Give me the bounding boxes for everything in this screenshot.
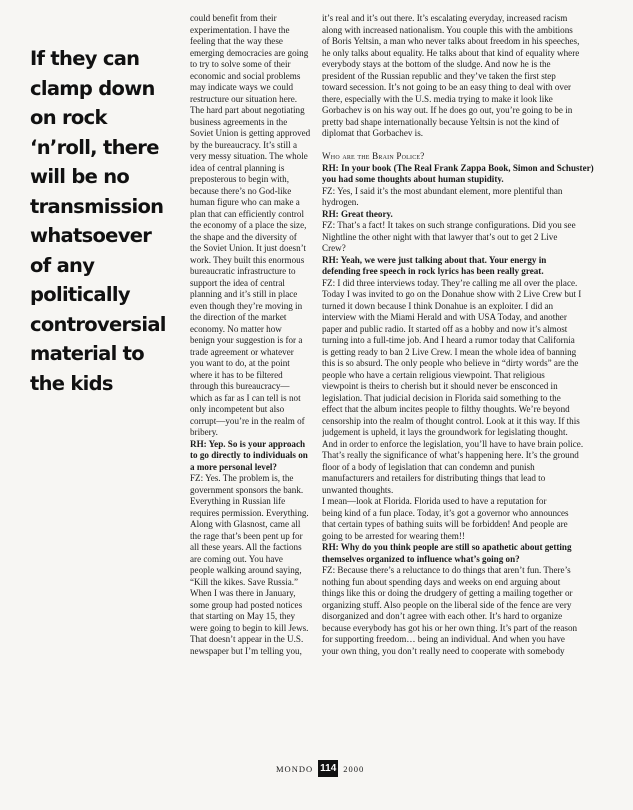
article-text-line: are coming out. You have: [190, 553, 283, 564]
article-text-line: The hard part about negotiating: [190, 105, 305, 115]
footer-year: 2000: [343, 763, 365, 774]
article-text-line: Everything in Russian life: [190, 496, 286, 506]
article-text-line: restructure our situation here.: [190, 93, 298, 104]
article-text-line: some group had posted notices: [190, 599, 303, 610]
article-text-line: president of the Russian republic and they’ve taken the first step: [322, 70, 556, 81]
article-text-line: manufacturers and retailers for distributing things that lead to: [322, 473, 546, 483]
pull-quote-line: the kids: [30, 371, 113, 395]
article-text-line: people walking around saying,: [190, 565, 302, 575]
article-text-line: idea of central planning is: [190, 162, 285, 173]
page-footer: [276, 760, 364, 777]
article-text-line: When I was there in January,: [190, 588, 296, 598]
article-text-line: going to be arrested for wearing them!!: [322, 530, 465, 541]
page-number: 114: [318, 760, 338, 777]
article-text-line: effect that the album incites people to filthy thoughts. We’re beyond: [322, 404, 570, 414]
article-text-line: economic and social problems: [190, 70, 301, 81]
article-text-line: that certain types of bathing suits will be forbidden! And people are: [322, 519, 568, 529]
article-text-line: pretty bad shape internationally because Yeltsin is not the kind of: [322, 116, 560, 127]
article-text-line: judgement is upheld, it lays the groundwork for legislating thought.: [322, 427, 568, 437]
article-text-line: the economy of a place the size,: [190, 220, 307, 230]
article-text-line: Gorbachev is on his way out. If he does go out, you’re going to be in: [322, 105, 573, 115]
article-text-line: corrupt—you’re in the realm of: [190, 415, 305, 426]
article-text-line: FZ: That’s a fact! It takes on such strange configurations. Did you see: [322, 220, 576, 230]
article-text-line: support the idea of central: [190, 277, 285, 288]
interviewer-question-line: RH: In your book (The Real Frank Zappa Book, Simon and Schuster): [322, 162, 594, 173]
article-text-line: to try to solve some of their: [190, 59, 291, 69]
pull-quote-line: transmission: [30, 194, 164, 218]
article-text-line: Along with Glasnost, came all: [190, 519, 301, 529]
interviewer-question-line: RH: Why do you think people are still so apathetic about getting: [322, 542, 572, 552]
article-text-line: plan that can efficiently control: [190, 208, 304, 219]
article-text-line: work. They built this enormous: [190, 254, 305, 265]
interviewer-question-line: a more personal level?: [190, 461, 277, 472]
article-text-line: the rage that’s been pent up for: [190, 530, 303, 541]
article-text-line: Nightline the other night with that lawyer that’s out to get 2 Live: [322, 231, 558, 242]
footer-magazine-name: MONDO: [276, 763, 314, 774]
article-text-line: censorship into the realm of thought control. Look at it this way. If this: [322, 415, 580, 426]
article-text-line: That’s really the significance of what’s happening here. It’s the ground: [322, 450, 579, 460]
interviewer-question-line: themselves organized to influence what’s going on?: [322, 553, 520, 564]
article-text-line: FZ: I did three interviews today. They’re calling me all over the place.: [322, 277, 578, 288]
article-text-line: FZ: Because there’s a reluctance to do things that aren’t fun. There’s: [322, 565, 571, 575]
article-text-line: this is so absurd. The only people who believe in “dirty words” are the: [322, 358, 579, 368]
article-text-line: Soviet Union is getting approved: [190, 128, 311, 138]
pull-quote: [30, 44, 186, 398]
pull-quote-line: politically: [30, 283, 130, 306]
article-text-line: paper and public radio. It started off as a hobby and now it’s almost: [322, 323, 568, 334]
article-text-line: Today I was invited to go on the Donahue show with 2 Live Crew but I: [322, 289, 582, 299]
article-text-line: business agreements in the: [190, 116, 288, 127]
section-heading: Who are the Brain Police?: [322, 151, 425, 161]
paragraph-gap: [322, 140, 618, 152]
article-column-right: [322, 13, 618, 657]
article-text-line: where it has to be filtered: [190, 369, 283, 380]
article-text-line: is getting ready to ban 2 Live Crew. I mean the whole idea of banning: [322, 346, 577, 357]
article-text-line: everybody stays at the bottom of the sludge. And now he is the: [322, 59, 551, 69]
article-text-line: because there’s no God-like: [190, 185, 292, 196]
pull-quote-line: whatsoever: [30, 224, 152, 247]
article-text-line: And in order to enforce the legislation, you’ll have to have brain police.: [322, 438, 584, 449]
article-text-line: experimentation. I have the: [190, 24, 290, 35]
interviewer-question-line: defending free speech in rock lyrics has been really great.: [322, 266, 544, 276]
article-text-line: That doesn’t appear in the U.S.: [190, 634, 304, 644]
article-text-line: feeling that the way these: [190, 36, 283, 46]
article-text-line: all these years. All the factions: [190, 542, 302, 552]
article-text-line: “Kill the kikes. Save Russia.”: [190, 576, 299, 587]
article-text-line: benign your suggestion is for a: [190, 335, 303, 345]
article-text-line: even though they’re moving in: [190, 300, 303, 311]
interviewer-question-line: to go directly to individuals on: [190, 450, 308, 460]
pull-quote-line: material to: [30, 342, 144, 365]
article-text-line: emerging democracies are going: [190, 47, 309, 58]
article-text-line: may indicate ways we could: [190, 82, 294, 92]
interviewer-question-line: you had some thoughts about human stupidity.: [322, 174, 504, 184]
article-text-line: could benefit from their: [190, 13, 277, 23]
pull-quote-line: of any: [30, 253, 95, 277]
article-text-line: nothing fun about spending days and weeks on end arguing about: [322, 576, 561, 587]
pull-quote-line: controversial: [30, 312, 166, 336]
article-text-line: planning and it’s still in place: [190, 289, 298, 299]
article-text-line: government sponsors the bank.: [190, 484, 304, 495]
article-text-line: the Soviet Union. It just doesn’t: [190, 243, 307, 253]
article-text-line: that starting on May 15, they: [190, 611, 296, 621]
article-text-line: organizing stuff. Also people on the liberal side of the fence are very: [322, 599, 572, 610]
article-text-line: people who have a certain religious viewpoint. That religious: [322, 369, 545, 380]
article-text-line: being kind of a fun place. Today, it’s got a governor who announces: [322, 507, 569, 518]
article-text-line: there, especially with the U.S. media trying to make it look like: [322, 93, 553, 104]
article-text-line: the direction of the market: [190, 312, 287, 322]
article-text-line: FZ: Yes, I said it’s the most abundant element, more plentiful than: [322, 185, 563, 196]
article-text-line: preposterous to begin with,: [190, 174, 290, 184]
article-text-line: were going to begin to kill Jews.: [190, 622, 309, 633]
article-text-line: bribery.: [190, 427, 218, 437]
article-text-line: of Boris Yeltsin, a man who never talks about freedom in his speeches,: [322, 36, 580, 46]
article-text-line: the shape and the diversity of: [190, 231, 297, 242]
article-text-line: FZ: Yes. The problem is, the: [190, 473, 294, 483]
article-text-line: only incompetent but also: [190, 404, 285, 414]
article-text-line: for supporting freedom… being an individual. And when you have: [322, 634, 565, 644]
article-text-line: very messy situation. The whole: [190, 151, 308, 161]
article-text-line: disorganized and don’t agree with each other. It’s hard to organize: [322, 611, 563, 621]
pull-quote-line: on rock: [30, 106, 107, 129]
article-text-line: viewpoint is theirs to cherish but it should never be ensconced in: [322, 381, 558, 391]
article-text-line: things like this or doing the drudgery of getting a mailing together or: [322, 588, 573, 598]
article-text-line: requires permission. Everything.: [190, 507, 309, 518]
article-text-line: trade agreement or whatever: [190, 346, 294, 357]
article-text-line: Crew?: [322, 243, 346, 253]
article-text-line: because everybody has got his or her own thing. It’s part of the reason: [322, 622, 578, 633]
article-text-line: through this bureaucracy—: [190, 381, 290, 391]
article-text-line: economy. No matter how: [190, 323, 282, 334]
article-text-line: hydrogen.: [322, 197, 359, 207]
article-text-line: it’s real and it’s out there. It’s escalating everyday, increased racism: [322, 13, 568, 23]
article-text-line: turning into a full-time job. And I heard a rumor today that California: [322, 335, 575, 345]
article-text-line: interview with the Miami Herald and with USA Today, and another: [322, 312, 567, 322]
interviewer-question-line: RH: Great theory.: [322, 208, 393, 219]
article-text-line: you want to do, at the point: [190, 358, 290, 368]
pull-quote-line: will be no: [30, 165, 130, 188]
interviewer-question-line: RH: Yeah, we were just talking about that. Your energy in: [322, 254, 547, 265]
article-text-line: he only talks about equality. He talks about that kind of equality where: [322, 47, 580, 58]
article-text-line: by the bureaucracy. It’s still a: [190, 139, 297, 150]
article-text-line: human figure who can make a: [190, 197, 300, 207]
article-text-line: toward secession. It’s not going to be an easy thing to deal with over: [322, 82, 572, 92]
pull-quote-line: clamp down: [30, 76, 155, 100]
article-text-line: unwanted thoughts.: [322, 484, 394, 495]
article-text-line: diplomat that Gorbachev is.: [322, 128, 424, 138]
article-column-middle: [190, 13, 312, 657]
article-text-line: which as far as I can tell is not: [190, 392, 301, 403]
article-text-line: along with increased nationalism. You couple this with the ambitions: [322, 24, 573, 35]
interviewer-question-line: RH: Yep. So is your approach: [190, 438, 306, 449]
article-text-line: I mean—look at Florida. Florida used to have a reputation for: [322, 496, 547, 506]
article-text-line: floor of a body of legislation that can condemn and punish: [322, 461, 535, 472]
pull-quote-line: If they can: [30, 47, 140, 70]
article-text-line: legislation. That judicial decision in Florida said something to the: [322, 392, 561, 403]
article-text-line: newspaper but I’m telling you,: [190, 645, 302, 656]
article-text-line: bureaucratic infrastructure to: [190, 266, 296, 276]
article-text-line: your own thing, you don’t really need to cooperate with somebody: [322, 645, 565, 656]
pull-quote-line: ‘n’roll, there: [30, 135, 159, 159]
article-text-line: turned it down because I think Donahue is an exploiter. I did an: [322, 300, 554, 311]
